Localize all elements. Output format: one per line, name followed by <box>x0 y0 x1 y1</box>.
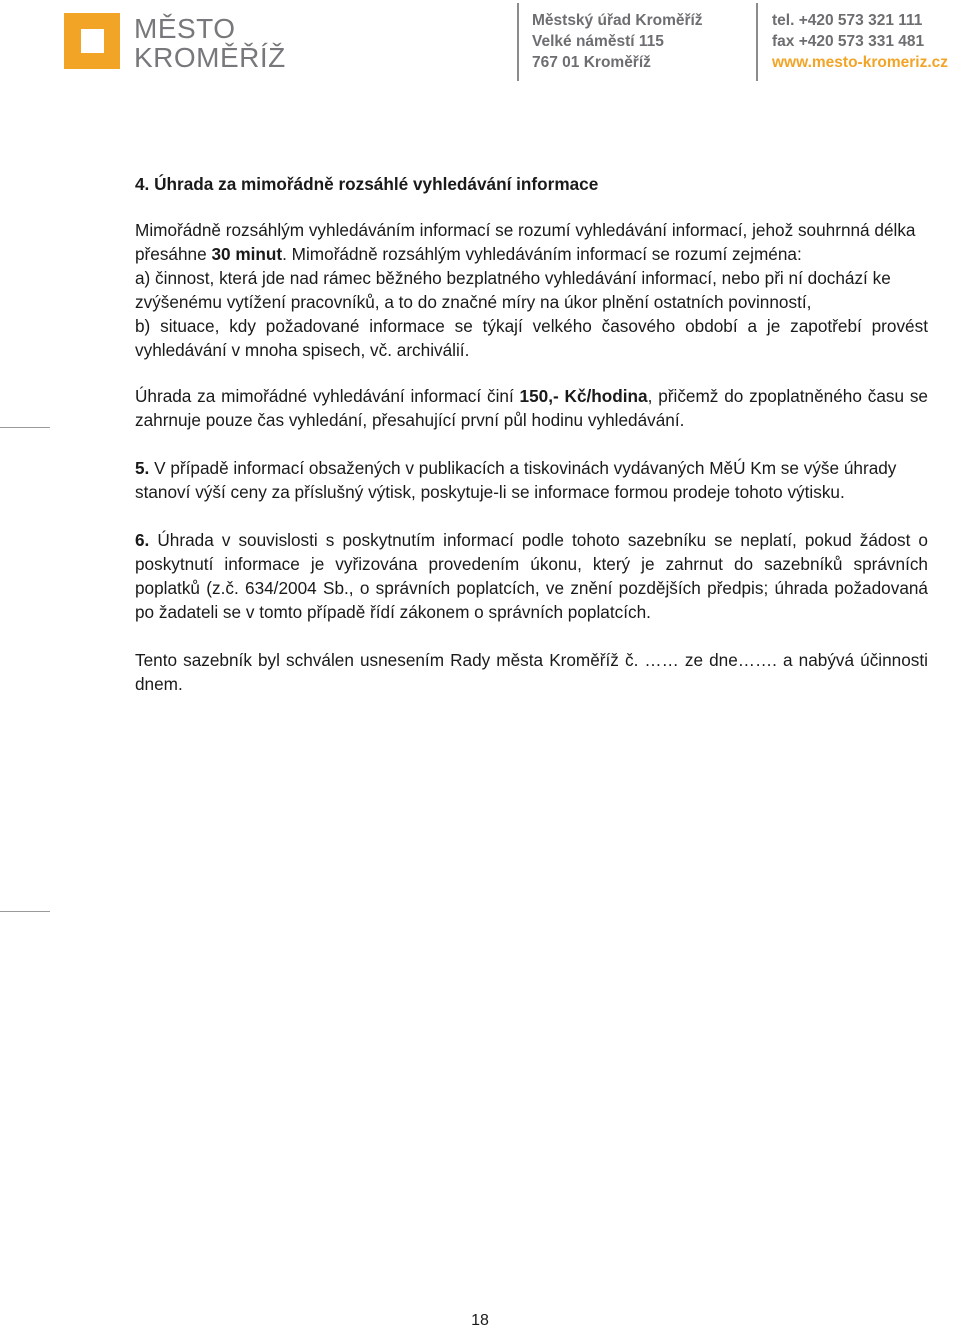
office-street: Velké náměstí 115 <box>532 33 664 50</box>
section-4-paragraph-1: Mimořádně rozsáhlým vyhledáváním informací se rozumí vyhledávání informací, jehož souhrnná délka přesáhne 30 minut. Mimořádně rozsáhlým vyhledáváním informací se rozumí zejména: <box>135 220 916 264</box>
office-city: 767 01 Kroměříž <box>532 54 651 71</box>
office-fax: fax +420 573 331 481 <box>772 33 925 50</box>
office-phone: tel. +420 573 321 111 <box>772 12 923 29</box>
logo-square-icon <box>64 13 120 69</box>
section-4-paragraph-2: Úhrada za mimořádné vyhledávání informací činí 150,- Kč/hodina, přičemž do zpoplatněného času se zahrnuje pouze čas vyhledání, přesahující první půl hodinu vyhledávání. <box>135 386 928 430</box>
document-body <box>135 172 928 696</box>
section-4-item-b: b) situace, kdy požadované informace se týkají velkého časového období a je zapotřebí provést vyhledávání v mnoha spisech, vč. archiválií. <box>135 316 928 360</box>
office-contacts <box>772 10 948 73</box>
section-4-heading: 4. Úhrada za mimořádně rozsáhlé vyhledávání informace <box>135 174 599 194</box>
logo-line-2: KROMĚŘÍŽ <box>134 42 286 73</box>
logo-line-1: MĚSTO <box>134 13 236 44</box>
section-6-paragraph: 6. Úhrada v souvislosti s poskytnutím informací podle tohoto sazebníku se neplatí, pokud žádost o poskytnutí informace je vyřizována provedením úkonu, který je zahrnut do sazebníků správních poplatků (z.č. 634/2004 Sb., o správních poplatcích, ve znění pozdějších předpis; úhrada požadovaná po žadateli se v tomto případě řídí zákonem o správních poplatcích. <box>135 530 928 622</box>
city-logo <box>64 13 294 73</box>
section-4-item-a: a) činnost, která jde nad rámec běžného bezplatného vyhledávání informací, nebo při ní dochází ke zvýšenému vytížení pracovníků, a to do značné míry na úkor plnění ostatních povinností, <box>135 268 891 312</box>
section-5-paragraph: 5. V případě informací obsažených v publikacích a tiskovinách vydávaných MěÚ Km se výše úhrady stanoví výší ceny za příslušný výtisk, poskytuje-li se informace formou prodeje tohoto výtisku. <box>135 458 897 502</box>
logo-text <box>134 14 286 72</box>
header-divider <box>756 3 758 81</box>
office-name: Městský úřad Kroměříž <box>532 12 703 29</box>
office-website-link[interactable]: www.mesto-kromeriz.cz <box>772 54 949 71</box>
page-number: 18 <box>471 1312 489 1329</box>
closing-statement: Tento sazebník byl schválen usnesením Rady města Kroměříž č. …… ze dne……. a nabývá účinnosti dnem. <box>135 650 928 694</box>
margin-fold-mark <box>0 427 50 428</box>
office-address <box>532 10 703 73</box>
margin-fold-mark <box>0 911 50 912</box>
header-divider <box>517 3 519 81</box>
